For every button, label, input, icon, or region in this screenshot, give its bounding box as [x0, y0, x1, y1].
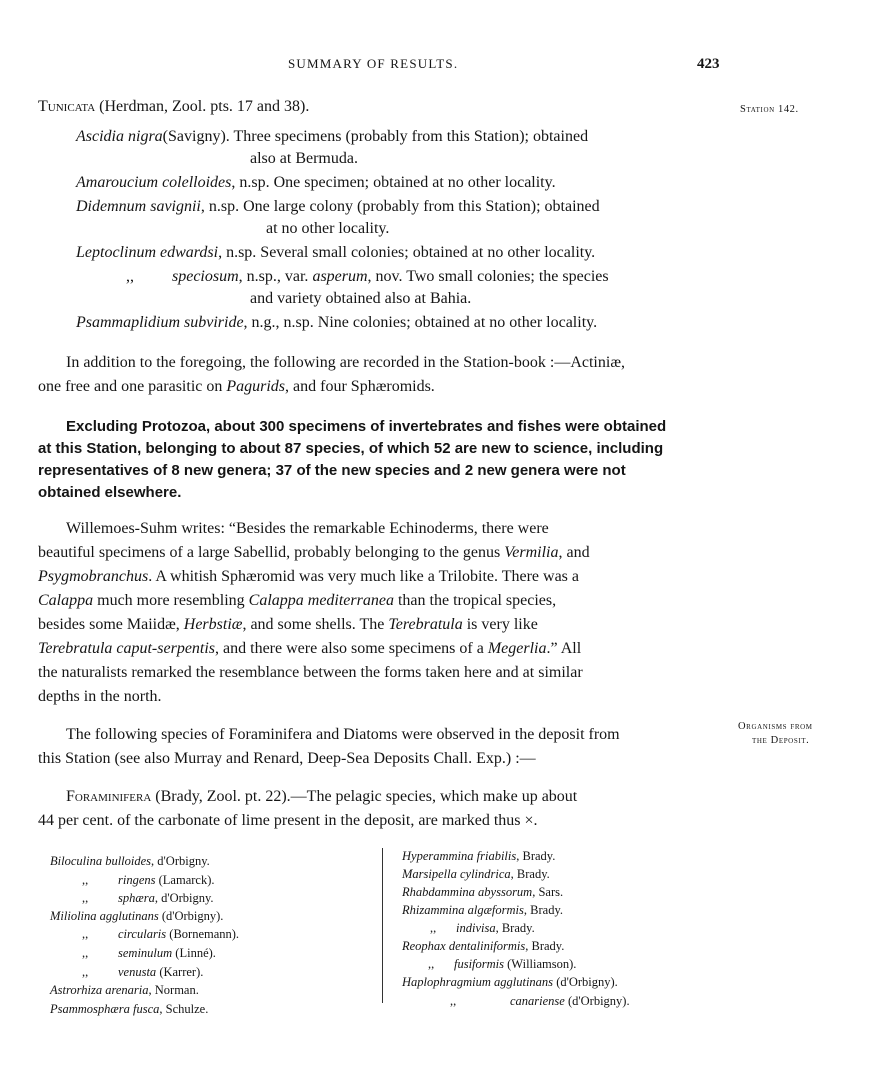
species-left-6	[82, 944, 216, 962]
species-name: Marsipella cylindrica	[402, 867, 511, 881]
willemoes-line-4	[38, 590, 556, 612]
italic-text: Psygmobranchus	[38, 568, 149, 585]
species-author: (d'Orbigny).	[553, 975, 618, 989]
species-right-2	[402, 865, 550, 883]
tunicata-entry-3	[76, 196, 600, 218]
species-name: Miliolina agglutinans	[50, 909, 159, 923]
text: than the tropical species,	[393, 592, 557, 609]
tunicata-entry-2	[76, 172, 556, 194]
species-author: (Bornemann).	[166, 927, 240, 941]
italic-text: Terebratula caput-serpentis	[38, 640, 216, 657]
species-right-9	[450, 992, 630, 1010]
summary-line-1: Excluding Protozoa, about 300 specimens of invertebrates and fishes were obtained	[66, 418, 667, 435]
ditto-mark: ,,	[82, 891, 89, 905]
species-name: circularis	[118, 927, 167, 941]
running-title: SUMMARY OF RESULTS.	[288, 56, 459, 71]
species-right-4	[402, 901, 563, 919]
foraminifera-line-1	[66, 786, 577, 808]
ditto-mark: ,,	[82, 927, 89, 941]
species-left-8	[50, 981, 199, 999]
summary-line-4: obtained elsewhere.	[38, 484, 182, 501]
entry-text: , n.sp., var.	[238, 268, 313, 285]
species-left-3	[82, 889, 214, 907]
species-name: sphæra	[118, 891, 155, 905]
species-name: ringens	[118, 873, 156, 887]
species-name: Leptoclinum edwardsi	[76, 244, 219, 261]
species-name: fusiformis	[454, 957, 505, 971]
species-name: Psammosphæra fusca	[50, 1002, 160, 1016]
entry-text: , n.sp. One specimen; obtained at no other locality.	[231, 174, 556, 191]
text: besides some Maiidæ,	[38, 616, 184, 633]
species-left-7	[82, 963, 203, 981]
species-right-1	[402, 847, 555, 865]
text: much more resembling	[93, 592, 249, 609]
foraminifera-heading: Foraminifera	[66, 788, 152, 805]
species-author: , Brady.	[510, 867, 550, 881]
willemoes-line-5	[38, 614, 538, 636]
species-left-4	[50, 907, 223, 925]
italic-text: Calappa mediterranea	[248, 592, 394, 609]
tunicata-entry-1-cont: also at Bermuda.	[250, 150, 358, 167]
entry-text: , n.sp. One large colony (probably from this Station); obtained	[200, 198, 600, 215]
species-name: seminulum	[118, 946, 173, 960]
addition-text: , and four Sphæromids.	[285, 378, 435, 395]
species-right-7	[428, 955, 576, 973]
ditto-mark: ,,	[450, 994, 457, 1008]
willemoes-line-1: Willemoes-Suhm writes: “Besides the remarkable Echinoderms, there were	[66, 520, 549, 537]
page-number: 423	[697, 56, 720, 72]
species-name: Biloculina bulloides	[50, 854, 152, 868]
species-author: (Williamson).	[504, 957, 577, 971]
tunicata-entry-1	[76, 126, 588, 148]
tunicata-entry-6	[76, 312, 597, 334]
species-author: , Brady.	[525, 939, 565, 953]
species-name: venusta	[118, 965, 157, 979]
species-left-1	[50, 852, 210, 870]
species-author: , d'Orbigny.	[151, 854, 210, 868]
willemoes-line-6	[38, 638, 581, 660]
margin-note-organisms-1: Organisms from	[738, 721, 813, 732]
text: .” All	[546, 640, 582, 657]
species-right-6	[402, 937, 564, 955]
species-author: , d'Orbigny.	[154, 891, 214, 905]
text: beautiful specimens of a large Sabellid, probably belonging to the genus	[38, 544, 505, 561]
text: is very like	[462, 616, 538, 633]
willemoes-line-7: the naturalists remarked the resemblance between the forms taken here and at similar	[38, 664, 583, 681]
species-name: Hyperammina friabilis	[402, 849, 517, 863]
species-left-2	[82, 871, 215, 889]
tunicata-entry-5	[126, 266, 609, 288]
text: . A whitish Sphæromid was very much like a Trilobite. There was a	[148, 568, 579, 585]
species-author: (d'Orbigny).	[158, 909, 224, 923]
tunicata-entry-4	[76, 242, 595, 264]
willemoes-line-8: depths in the north.	[38, 688, 162, 705]
italic-text: Vermilia	[504, 544, 559, 561]
margin-note-organisms-2: the Deposit.	[752, 735, 810, 746]
italic-text: Terebratula	[388, 616, 463, 633]
addition-line-1: In addition to the foregoing, the following are recorded in the Station-book :—Actiniæ,	[66, 354, 625, 371]
species-author: , Brady.	[516, 849, 556, 863]
italic-text: Herbstiæ	[183, 616, 243, 633]
entry-text: (Savigny). Three specimens (probably from this Station); obtained	[162, 128, 589, 145]
species-name: Haplophragmium agglutinans	[402, 975, 554, 989]
italic-text: Megerlia	[487, 640, 547, 657]
ditto-mark: ,,	[430, 921, 437, 935]
species-right-3	[402, 883, 563, 901]
species-author: , Brady.	[495, 921, 535, 935]
species-author: , Schulze.	[159, 1002, 209, 1016]
tunicata-title: Tunicata	[38, 98, 96, 115]
species-author: , Norman.	[148, 983, 199, 997]
species-name: Rhizammina algæformis	[402, 903, 524, 917]
foraminifera-text: (Brady, Zool. pt. 22).—The pelagic species, which make up about	[151, 788, 578, 805]
species-name: Psammaplidium subviride	[76, 314, 244, 331]
column-divider	[382, 848, 383, 1003]
species-author: (Karrer).	[156, 965, 204, 979]
variety-name: asperum	[312, 268, 368, 285]
species-author: , Sars.	[532, 885, 564, 899]
ditto-mark: ,,	[82, 873, 89, 887]
species-name: Rhabdammina abyssorum	[402, 885, 533, 899]
species-left-9	[50, 1000, 208, 1018]
addition-line-2	[38, 376, 435, 398]
tunicata-heading	[38, 96, 309, 118]
ditto-mark: ,,	[82, 946, 89, 960]
addition-text: one free and one parasitic on	[38, 378, 227, 395]
italic-text: Calappa	[38, 592, 94, 609]
text: , and some shells. The	[242, 616, 389, 633]
summary-line-2: at this Station, belonging to about 87 species, of which 52 are new to science, including	[38, 440, 664, 457]
species-name: Didemnum savignii	[76, 198, 201, 215]
following-line-1: The following species of Foraminifera and Diatoms were observed in the deposit from	[66, 726, 620, 743]
species-name: Astrorhiza arenaria	[50, 983, 149, 997]
foraminifera-line-2: 44 per cent. of the carbonate of lime present in the deposit, are marked thus ×.	[38, 812, 538, 829]
following-line-2: this Station (see also Murray and Renard, Deep-Sea Deposits Chall. Exp.) :—	[38, 750, 536, 767]
species-name: speciosum	[172, 268, 239, 285]
tunicata-entry-5-cont: and variety obtained also at Bahia.	[250, 290, 472, 307]
species-name: indivisa	[456, 921, 496, 935]
entry-text: , nov. Two small colonies; the species	[367, 268, 609, 285]
margin-note-station: Station 142.	[740, 104, 799, 115]
species-left-5	[82, 925, 239, 943]
species-name: canariense	[510, 994, 565, 1008]
tunicata-entry-3-cont: at no other locality.	[266, 220, 390, 237]
text: , and there were also some specimens of a	[215, 640, 488, 657]
species-author: (Lamarck).	[155, 873, 215, 887]
entry-text: , n.g., n.sp. Nine colonies; obtained at no other locality.	[243, 314, 598, 331]
ditto-mark: ,,	[82, 965, 89, 979]
entry-text: , n.sp. Several small colonies; obtained at no other locality.	[218, 244, 596, 261]
summary-line-3: representatives of 8 new genera; 37 of the new species and 2 new genera were not	[38, 462, 626, 479]
text: , and	[558, 544, 590, 561]
willemoes-line-3	[38, 566, 579, 588]
species-name: Reophax dentaliniformis	[402, 939, 526, 953]
ditto-mark: ,,	[126, 268, 134, 285]
tunicata-reference: (Herdman, Zool. pts. 17 and 38).	[99, 98, 310, 115]
species-right-5	[430, 919, 535, 937]
addition-italic: Pagurids	[226, 378, 286, 395]
willemoes-line-2	[38, 542, 590, 564]
species-name: Ascidia nigra	[76, 128, 163, 145]
species-author: , Brady.	[523, 903, 564, 917]
species-name: Amaroucium colelloides	[76, 174, 232, 191]
ditto-mark: ,,	[428, 957, 435, 971]
species-right-8	[402, 973, 618, 991]
species-author: (d'Orbigny).	[564, 994, 630, 1008]
species-author: (Linné).	[172, 946, 216, 960]
